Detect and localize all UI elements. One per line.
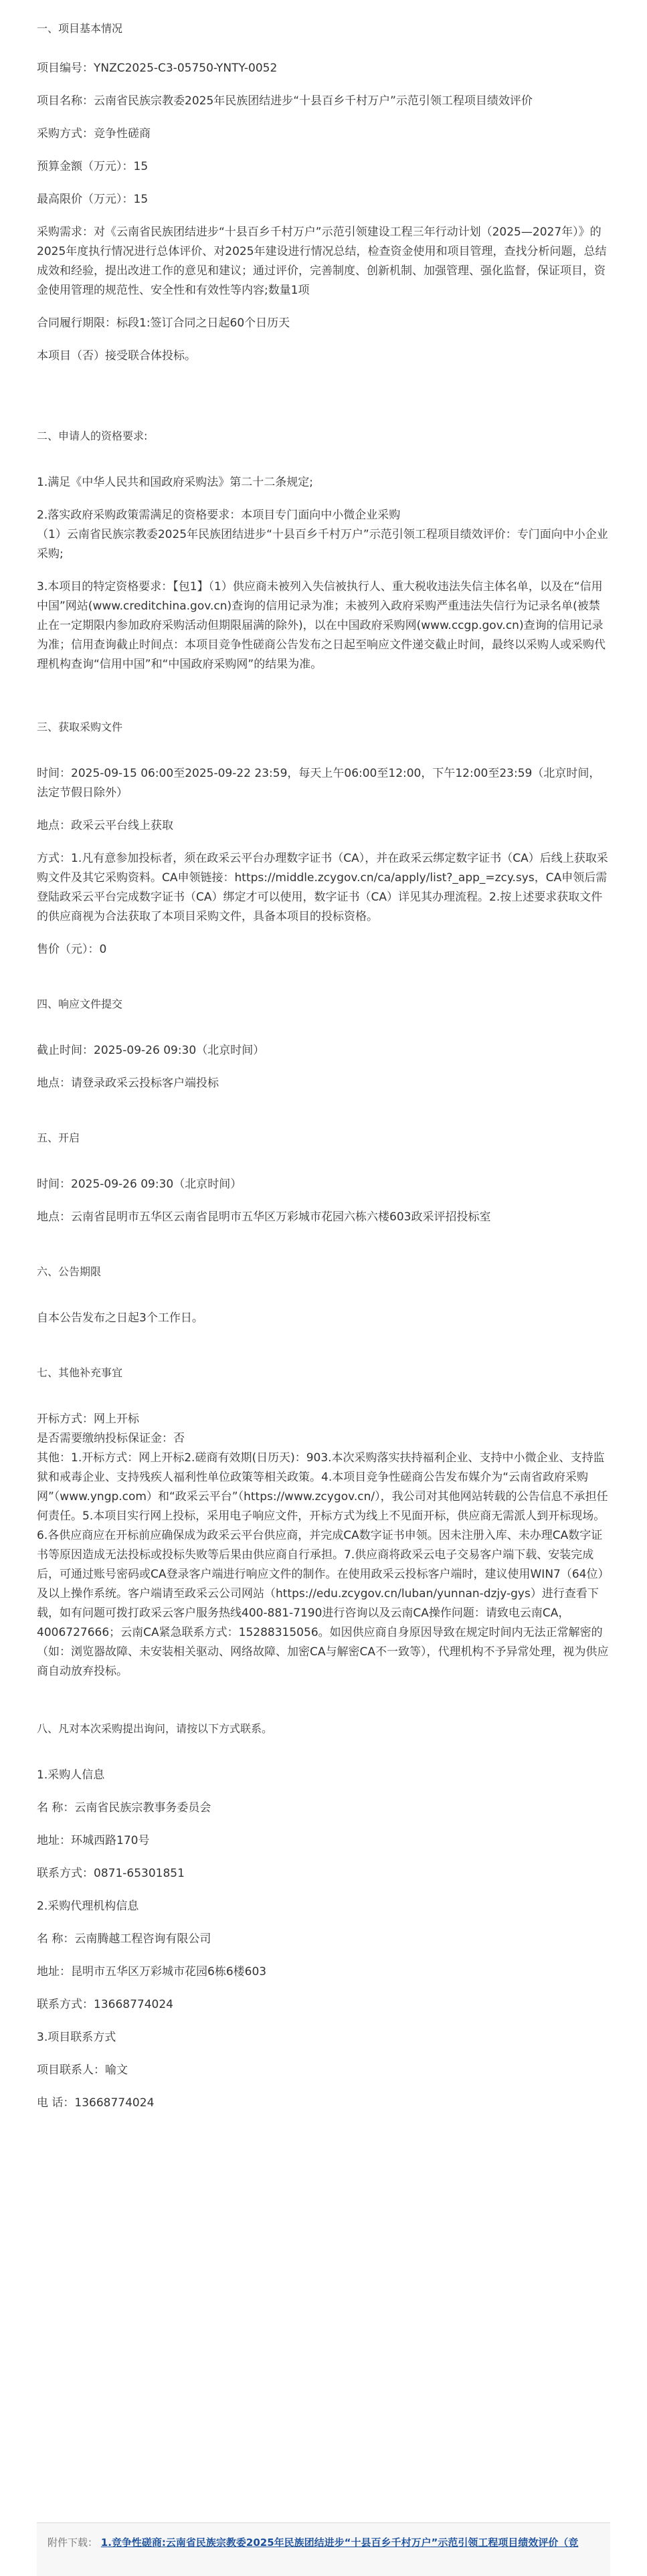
qualification-req-2-line-b: （1）云南省民族宗教委2025年民族团结进步“十县百乡千村万户”示范引领工程项目绩效评价：专门面向中小企业采购; [37, 528, 608, 561]
consortium-note: 本项目（否）接受联合体投标。 [37, 349, 196, 363]
project-contact-title: 3.项目联系方式 [37, 2031, 116, 2044]
procurement-method: 采购方式：竞争性磋商 [37, 127, 151, 141]
attachment-bar [37, 2522, 610, 2576]
max-price: 最高限价（万元）：15 [37, 193, 149, 206]
agent-phone: 联系方式：13668774024 [37, 1998, 173, 2011]
get-docs-place: 地点：政采云平台线上获取 [37, 819, 173, 832]
procurement-demand: 采购需求：对《云南省民族团结进步“十县百乡千村万户”示范引领建设工程三年行动计划（2025—2027年）》的2025年度执行情况进行总体评价、对2025年建设进行情况总结，检查资金使用和项目管理，查找分析问题，总结成效和经验，提出改进工作的意见和建议；通过评价，完善制度、创新机制、加强管理、强化监督，保证项目，资金使用管理的规范性、安全性和有效性等内容;数量1项 [37, 225, 607, 297]
section-title-opening: 五、开启 [37, 1131, 80, 1144]
section-title-submission: 四、响应文件提交 [37, 998, 123, 1010]
section-title-other: 七、其他补充事宜 [37, 1366, 123, 1379]
deposit-required: 是否需要缴纳投标保证金：否 [37, 1432, 185, 1445]
buyer-name: 名 称：云南省民族宗教事务委员会 [37, 1801, 211, 1815]
opening-time: 时间：2025-09-26 09:30（北京时间） [37, 1178, 242, 1191]
qualification-req-3: 3.本项目的特定资格要求：【包1】（1）供应商未被列入失信被执行人、重大税收违法失信主体名单，以及在“信用中国”网站(www.creditchina.gov.cn)查询的信用记录为准；未被列入政府采购严重违法失信行为记录名单(被禁止在一定期限内参加政府采购活动但期限届满的除外)，以在中国政府采购网(www.ccgp.gov.cn)查询的信用记录为准；信用查询截止时间点：本项目竞争性磋商公告发布之日起至响应文件递交截止时间，最终以采购人或采购代理机构查询“信用中国”和“中国政府采购网”的结果为准。 [37, 580, 606, 671]
project-name: 项目名称：云南省民族宗教委2025年民族团结进步“十县百乡千村万户”示范引领工程项目绩效评价 [37, 94, 533, 108]
attachment-download-link[interactable]: 1.竞争性磋商:云南省民族宗教委2025年民族团结进步“十县百乡千村万户”示范引领工程项目绩效评价（竞 [100, 2537, 579, 2549]
project-contact-person: 项目联系人：喻文 [37, 2063, 128, 2077]
qualification-req-2-line-a: 2.落实政府采购政策需满足的资格要求：本项目专门面向中小微企业采购 [37, 509, 401, 522]
agent-address: 地址：昆明市五华区万彩城市花园6栋6楼603 [37, 1965, 267, 1979]
docs-price: 售价（元）：0 [37, 943, 107, 956]
other-notes: 其他：1.开标方式：网上开标2.磋商有效期(日历天)：903.本次采购落实扶持福利企业、支持中小微企业、支持监狱和戒毒企业、支持残疾人福利性单位政策等相关政策。4.本项目竞争性磋商公告发布媒介为“云南省政府采购网”（www.yngp.com）和“政采云平台”（https://www.zcygov.cn/），我公司对其他网站转载的公告信息不承担任何责任。5.本项目实行网上投标，采用电子响应文件，开标方式为线上不见面开标，供应商无需派人到开标现场。6.各供应商应在开标前应确保成为政采云平台供应商，并完成CA数字证书申领。因未注册入库、未办理CA数字证书等原因造成无法投标或投标失败等后果由供应商自行承担。7.供应商将政采云电子交易客户端下载、安装完成后，可通过账号密码或CA登录客户端进行响应文件的制作。在使用政采云投标客户端时，建议使用WIN7（64位）及以上操作系统。客户端请至政采云公司网站（https://edu.zcygov.cn/luban/yunnan-dzjy-gys）进行查看下载，如有问题可拨打政采云客户服务热线400-881-7190进行咨询以及云南CA操作问题：请致电云南CA，4006727666；云南CA紧急联系方式：15288315056。如因供应商自身原因导致在规定时间内无法正常解密的（如：浏览器故障、未安装相关驱动、网络故障、加密CA与解密CA不一致等），代理机构不予异常处理，视为供应商自动放弃投标。 [37, 1451, 610, 1678]
qualification-req-2 [37, 506, 610, 564]
announcement-period: 自本公告发布之日起3个工作日。 [37, 1311, 203, 1325]
project-number: 项目编号：YNZC2025-C3-05750-YNTY-0052 [37, 62, 278, 75]
buyer-phone: 联系方式：0871-65301851 [37, 1867, 185, 1880]
buyer-address: 地址：环城西路170号 [37, 1834, 150, 1847]
section-title-period: 六、公告期限 [37, 1265, 102, 1278]
contract-period: 合同履行期限：标段1:签订合同之日起60个日历天 [37, 316, 290, 330]
buyer-info-title: 1.采购人信息 [37, 1768, 105, 1782]
qualification-req-1: 1.满足《中华人民共和国政府采购法》第二十二条规定; [37, 476, 313, 489]
agent-name: 名 称：云南腾越工程咨询有限公司 [37, 1932, 211, 1946]
agent-info-title: 2.采购代理机构信息 [37, 1900, 139, 1913]
section-title-contact: 八、凡对本次采购提出询问，请按以下方式联系。 [37, 1722, 273, 1735]
section-title-get-docs: 三、获取采购文件 [37, 721, 123, 733]
opening-place: 地点：云南省昆明市五华区云南省昆明市五华区万彩城市花园六栋六楼603政采评招投标室 [37, 1210, 491, 1224]
get-docs-way: 方式：1.凡有意参加投标者，须在政采云平台办理数字证书（CA），并在政采云绑定数字证书（CA）后线上获取采购文件及其它采购资料。CA申领链接：https://middle.zcygov.cn/ca/apply/list?_app_=zcy.sys，CA申领后需登陆政采云平台完成数字证书（CA）绑定才可以使用，数字证书（CA）详见其办理流程。2.按上述要求获取文件的供应商视为合法获取了本项目采购文件，具备本项目的投标资格。 [37, 852, 608, 923]
section-title-basic-info: 一、项目基本情况 [37, 22, 123, 35]
attachment-label: 附件下载： [48, 2537, 98, 2549]
opening-mode: 开标方式：网上开标 [37, 1412, 139, 1426]
submission-deadline: 截止时间：2025-09-26 09:30（北京时间） [37, 1044, 265, 1057]
project-contact-phone: 电 话：13668774024 [37, 2096, 155, 2110]
submission-place: 地点：请登录政采云投标客户端投标 [37, 1077, 219, 1090]
section-title-qualification: 二、申请人的资格要求: [37, 430, 148, 442]
budget-amount: 预算金额（万元）：15 [37, 160, 149, 173]
get-docs-time: 时间：2025-09-15 06:00至2025-09-22 23:59，每天上午06:00至12:00，下午12:00至23:59（北京时间，法定节假日除外） [37, 767, 601, 800]
